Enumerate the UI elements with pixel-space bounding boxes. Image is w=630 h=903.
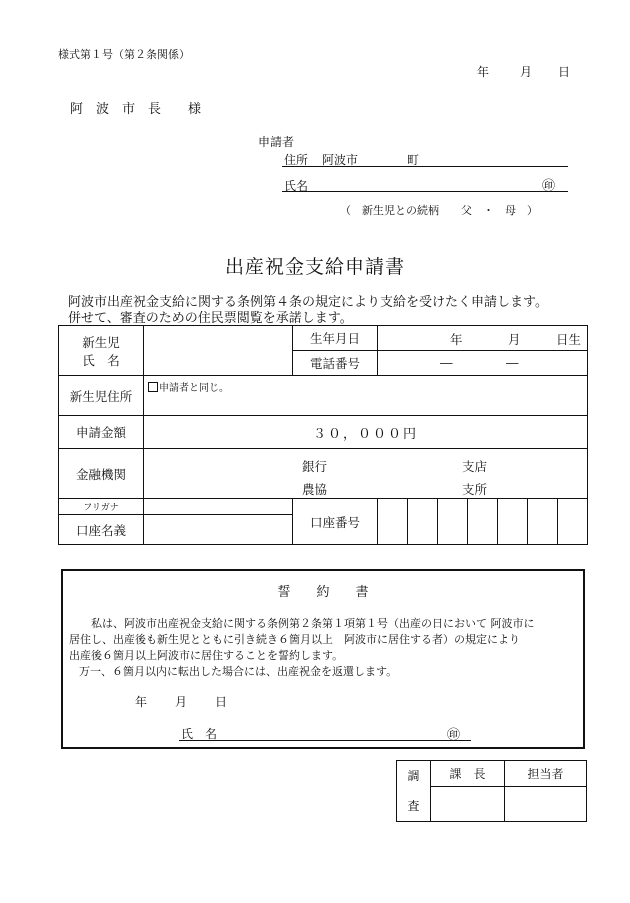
application-table xyxy=(58,325,588,545)
bank-label: 金融機関 xyxy=(59,449,144,499)
oath-line-4: 万一、６箇月以内に転出した場合には、出産祝金を返還します。 xyxy=(79,665,398,678)
account-digit-6 xyxy=(528,499,558,545)
address-town: 町 xyxy=(407,153,420,167)
agri-branch-text: 支所 xyxy=(462,482,488,497)
oath-line-2: 居住し、出産後も新生児とともに引き続き６箇月以上 阿波市に居住する者）の規定により xyxy=(69,633,520,646)
phone-dash-1: ― xyxy=(440,355,453,370)
account-number-label: 口座番号 xyxy=(293,499,378,545)
address-label: 住所 xyxy=(284,153,309,167)
staff-stamp-area xyxy=(505,787,587,822)
bank-field xyxy=(144,449,588,499)
oath-box xyxy=(61,569,585,749)
furigana-field xyxy=(144,499,293,515)
newborn-address-field xyxy=(144,376,588,416)
addressee-honorific: 様 xyxy=(188,102,202,117)
chief-label: 課 長 xyxy=(431,761,505,787)
name-label: 氏名 xyxy=(284,179,309,193)
date-month: 月 xyxy=(520,65,533,79)
oath-title: 誓 約 書 xyxy=(277,585,369,600)
account-holder-label: 口座名義 xyxy=(59,515,144,545)
amount-value: ３０，０００円 xyxy=(144,416,588,449)
date-day: 日 xyxy=(558,65,571,79)
oath-date-year: 年 xyxy=(135,695,148,709)
oath-name-underline xyxy=(179,740,471,741)
newborn-address-label: 新生児住所 xyxy=(59,376,144,416)
same-address-checkbox xyxy=(148,382,158,392)
oath-seal-mark: ㊞ xyxy=(447,728,461,743)
form-number: 様式第１号（第２条関係） xyxy=(58,48,190,61)
inspection-table xyxy=(396,760,587,822)
address-underline xyxy=(282,166,568,167)
seal-mark: ㊞ xyxy=(542,179,556,194)
account-digit-3 xyxy=(438,499,468,545)
birth-month: 月 xyxy=(508,332,521,347)
furigana-label: フリガナ xyxy=(59,499,144,515)
inspection-label: 調 査 xyxy=(397,761,431,822)
name-underline xyxy=(282,191,568,192)
phone-dash-2: ― xyxy=(506,355,519,370)
birth-year: 年 xyxy=(450,332,463,347)
birthdate-field xyxy=(378,326,588,351)
account-digit-1 xyxy=(378,499,408,545)
addressee: 阿 波 市 長 xyxy=(70,102,162,117)
newborn-name-label: 新生児 氏 名 xyxy=(59,326,144,376)
phone-label: 電話番号 xyxy=(293,351,378,376)
same-address-label: 申請者と同じ。 xyxy=(159,383,229,394)
account-digit-2 xyxy=(408,499,438,545)
branch-text: 支店 xyxy=(462,459,488,474)
page-title: 出産祝金支給申請書 xyxy=(224,256,405,278)
bank-text: 銀行 xyxy=(302,459,328,474)
relation-note: （ 新生児との続柄 父 ・ 母 ） xyxy=(340,204,538,217)
agri-text: 農協 xyxy=(302,482,328,497)
address-city: 阿波市 xyxy=(322,153,359,167)
oath-name-label: 氏 名 xyxy=(181,727,218,741)
birth-day: 日生 xyxy=(556,332,582,347)
amount-label: 申請金額 xyxy=(59,416,144,449)
account-digit-7 xyxy=(558,499,588,545)
oath-date-month: 月 xyxy=(175,695,188,709)
account-digit-4 xyxy=(468,499,498,545)
staff-label: 担当者 xyxy=(505,761,587,787)
date-year: 年 xyxy=(477,65,490,79)
account-holder-field xyxy=(144,515,293,545)
intro-line-2: 併せて、審査のための住民票閲覧を承諾します。 xyxy=(68,311,353,326)
account-digit-5 xyxy=(498,499,528,545)
oath-date-day: 日 xyxy=(215,695,228,709)
applicant-label: 申請者 xyxy=(258,135,295,149)
birthdate-label: 生年月日 xyxy=(293,326,378,351)
intro-line-1: 阿波市出産祝金支給に関する条例第４条の規定により支給を受けたく申請します。 xyxy=(68,295,548,310)
oath-line-1: 私は、阿波市出産祝金支給に関する条例第２条第１項第１号（出産の日において 阿波市に xyxy=(91,617,535,630)
phone-field xyxy=(378,351,588,376)
chief-stamp-area xyxy=(431,787,505,822)
newborn-name-field xyxy=(144,326,293,376)
oath-line-3: 出産後６箇月以上阿波市に居住することを誓約します。 xyxy=(69,649,344,662)
